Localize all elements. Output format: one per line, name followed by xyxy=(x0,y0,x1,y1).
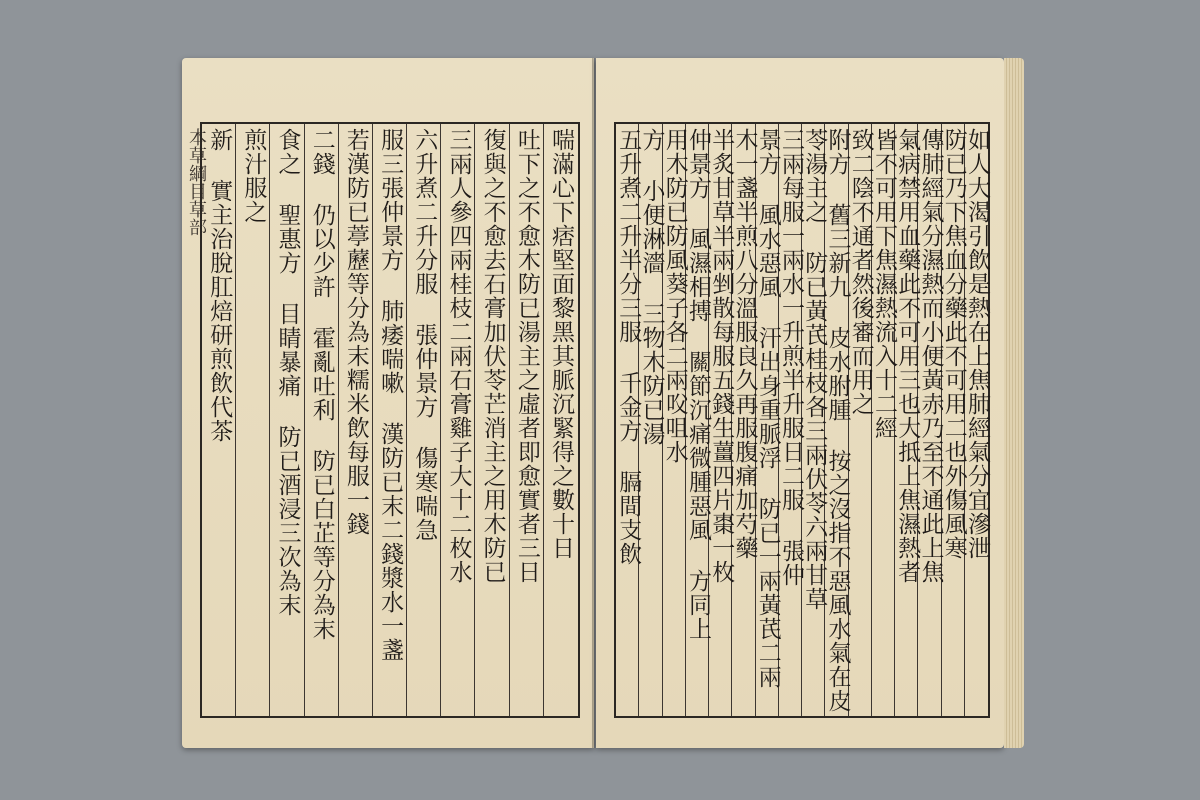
right-page xyxy=(596,58,1004,748)
text-column: 煎汁服之 xyxy=(235,124,270,716)
text-column: 防已乃下焦血分藥此不可用二也外傷風寒 xyxy=(941,124,965,716)
text-column: 三兩每服一兩水一升煎半升服日二服 張仲 xyxy=(778,124,802,716)
text-column: 若漢防已葶藶等分為末糯米飲每服一錢 xyxy=(338,124,373,716)
text-column: 服三張仲景方 肺痿喘嗽 漢防已末二錢漿水一盞 xyxy=(372,124,407,716)
text-column: 景方 風水惡風 汗出身重脈浮 防已一兩黃芪二兩 xyxy=(755,124,779,716)
text-column: 如人大渴引飲是熱在上焦肺經氣分宜滲泄 xyxy=(964,124,988,716)
text-column: 仲景方 風濕相搏 關節沉痛微腫惡風 方同上 xyxy=(685,124,709,716)
text-column: 六升煮二升分服 張仲景方 傷寒喘急 xyxy=(406,124,441,716)
text-column: 五升煮二升半分三服 千金方 膈間支飲 xyxy=(615,128,642,566)
text-column: 吐下之不愈木防已湯主之虛者即愈實者三日 xyxy=(509,124,544,716)
right-text-frame xyxy=(614,122,990,718)
text-column: 方 小便淋濇 三物木防已湯 xyxy=(638,124,662,716)
text-column: 用木防已防風葵子各二兩㕮咀水 xyxy=(662,124,686,716)
text-column: 附方 舊三新九 皮水胕腫 按之沒指不惡風水氣在皮 xyxy=(824,124,848,716)
text-column: 新 實主治脫肛焙研煎飲代茶 xyxy=(206,128,233,443)
text-column: 食之 聖惠方 目睛暴痛 防已酒浸三次為末 xyxy=(269,124,304,716)
left-page xyxy=(182,58,594,748)
text-column: 復與之不愈去石膏加伏苓芒消主之用木防已 xyxy=(474,124,509,716)
left-text-frame xyxy=(200,122,580,718)
text-column: 氣病禁用血藥此不可用三也大抵上焦濕熱者 xyxy=(894,124,918,716)
text-column: 喘滿心下痞堅面黎黑其脈沉緊得之數十日 xyxy=(543,124,578,716)
text-column: 皆不可用下焦濕熱流入十二經 xyxy=(871,124,895,716)
text-column: 致二陰不通者然後審而用之 xyxy=(848,124,872,716)
text-column: 三兩人參四兩桂枝二兩石膏雞子大十二枚水 xyxy=(440,124,475,716)
text-column: 半炙甘草半兩剉散每服五錢生薑四片棗一枚 xyxy=(708,124,732,716)
text-column: 苓湯主之 防已黃芪桂枝各三兩伏苓六兩甘草 xyxy=(801,124,825,716)
text-column: 木一盞半煎八分溫服良久再服腹痛加芍藥 xyxy=(731,124,755,716)
open-book xyxy=(182,50,1024,750)
text-column: 傳肺經氣分濕熱而小便黃赤乃至不通此上焦 xyxy=(917,124,941,716)
page-stack-edge xyxy=(1004,58,1024,748)
left-margin-title: 本草綱目草部 xyxy=(186,128,207,236)
text-column: 二錢 仍以少許 霍亂吐利 防已白芷等分為末 xyxy=(304,124,339,716)
